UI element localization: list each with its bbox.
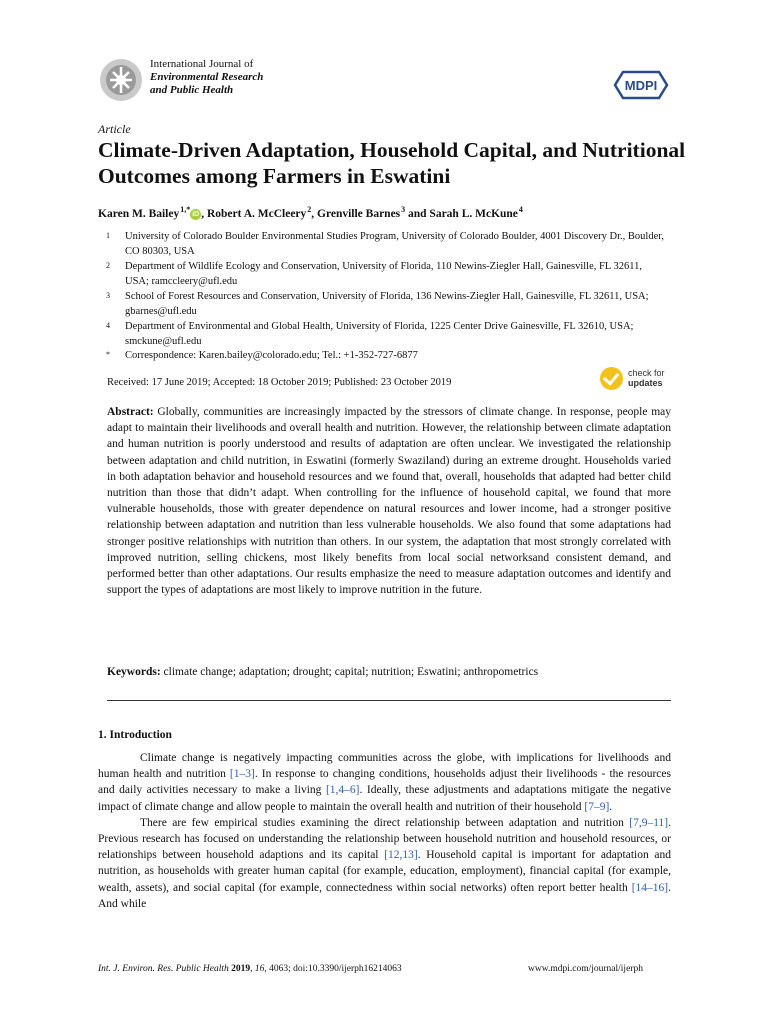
author-sup: 1,* bbox=[180, 205, 191, 214]
author-name[interactable]: Grenville Barnes bbox=[317, 207, 401, 220]
citation-link[interactable]: [14–16] bbox=[631, 881, 669, 894]
footer-volume: 16 bbox=[254, 964, 265, 974]
abstract-label: Abstract: bbox=[107, 406, 154, 418]
footer-doi: , 4063; doi:10.3390/ijerph16214063 bbox=[264, 964, 402, 974]
author-sep: , bbox=[311, 207, 317, 220]
author-sup: 2 bbox=[307, 205, 312, 214]
check-updates-icon bbox=[600, 367, 623, 390]
section-title: 1. Introduction bbox=[98, 729, 172, 741]
abstract-text: Globally, communities are increasingly impacted by the stressors of climate change. In response, people may adapt to maintain their livelihoods and overall health and nutrition. However, the relationship between climate adaptation and human nutrition is poorly understood and results of adaptation are often unclear. We investigated the relationship between adaptation and child nutrition, in Eswatini (formerly Swaziland) during an extreme drought. Households varied in both adaptation behavior and household resources and we found that, overall, households that adapted had better child nutrition than those that didn’t adapt. When controlling for the influence of household capital, we found that more vulnerable households, those with greater dependence on natural resources and lower income, had a stronger positive relationship between adaptation and nutrition than less vulnerable households. We also found that some adaptations had stronger positive relationships with nutrition than others. In our system, the adaptation that most strongly correlated with improved nutrition, selling chickens, most likely benefits from local social networksand consistent demand, and performed better than other adaptations. Our results emphasize the need to measure adaptation outcomes and identify and support the types of adaptations are most likely to improve nutrition in the future. bbox=[107, 406, 672, 597]
keywords-text: climate change; adaptation; drought; capital; nutrition; Eswatini; anthropometrics bbox=[163, 666, 539, 678]
intro-text: . bbox=[609, 800, 613, 813]
keywords-label: Keywords: bbox=[107, 666, 161, 678]
affiliation-num: * bbox=[106, 350, 110, 359]
affiliation-num: 1 bbox=[106, 231, 110, 240]
citation-link[interactable]: [1–3] bbox=[229, 768, 255, 781]
affiliation-num: 3 bbox=[106, 291, 110, 300]
journal-emblem-icon bbox=[98, 57, 144, 103]
journal-line-1: International Journal of bbox=[150, 58, 254, 70]
affiliation-text: Department of Environmental and Global Health, University of Florida, 1225 Center Drive Gainesville, FL 32610, USA; smckune@ufl.edu bbox=[125, 321, 634, 347]
author-sup: 4 bbox=[518, 205, 523, 214]
intro-text: There are few empirical studies examining the direct relationship between adaptation and nutrition bbox=[140, 816, 630, 829]
affiliation-text: University of Colorado Boulder Environmental Studies Program, University of Colorado Boulder, 4001 Discovery Dr., Boulder, CO 80303, USA bbox=[125, 231, 664, 257]
author-name[interactable]: Karen M. Bailey bbox=[98, 207, 180, 220]
affiliation-text: Correspondence: Karen.bailey@colorado.edu; Tel.: +1-352-727-6877 bbox=[125, 350, 418, 361]
intro-text: . Previous research has focused on understanding the relationship between household nutrition and household resources, or relationships between household adaptions and its capital bbox=[98, 816, 671, 862]
citation-link[interactable]: [7,9–11] bbox=[629, 816, 669, 829]
affiliation-text: School of Forest Resources and Conservation, University of Florida, 136 Newins-Ziegler Hall, Gainesville, FL 32611, USA; gbarnes@ufl.edu bbox=[125, 291, 649, 317]
orcid-icon[interactable]: iD bbox=[192, 210, 200, 218]
citation-link[interactable]: [12,13] bbox=[384, 849, 418, 862]
intro-text: . Household capital is important for adaptation and nutrition, as households with greater human capital (for example, education, employment), financial capital (for example, wealth, assets), and social capital (for example, connectedness within social networks) often report better health bbox=[98, 849, 671, 894]
footer-journal: Int. J. Environ. Res. Public Health bbox=[98, 964, 229, 974]
intro-paragraph-1 bbox=[98, 750, 671, 815]
intro-text: . And while bbox=[98, 881, 671, 910]
citation-link[interactable]: [1,4–6] bbox=[325, 784, 360, 797]
author-name[interactable]: Sarah L. McKune bbox=[429, 207, 518, 220]
check-updates-button[interactable] bbox=[600, 367, 680, 391]
mdpi-logo-text: MDPI bbox=[624, 78, 658, 93]
check-updates-label-2: updates bbox=[628, 378, 663, 388]
intro-text: Climate change is negatively impacting communities across the globe, with implications for livelihoods and human health and nutrition bbox=[98, 752, 671, 781]
affiliation-num: 2 bbox=[106, 261, 110, 270]
citation-link[interactable]: [7–9] bbox=[584, 800, 610, 813]
footer-url[interactable]: www.mdpi.com/journal/ijerph bbox=[528, 964, 643, 974]
affiliation-num: 4 bbox=[106, 321, 110, 330]
intro-text: . In response to changing conditions, households adjust their livelihoods - the resources and daily activities necessary to make a living bbox=[98, 768, 671, 797]
author-sep: , bbox=[201, 207, 207, 220]
author-list bbox=[98, 205, 523, 220]
intro-paragraph-2 bbox=[98, 815, 671, 912]
author-and: and bbox=[405, 207, 430, 220]
article-title: Climate-Driven Adaptation, Household Capital, and Nutritional Outcomes among Farmers in Eswatini bbox=[98, 138, 686, 188]
author-name[interactable]: Robert A. McCleery bbox=[206, 207, 307, 220]
journal-line-2: Environmental Research bbox=[150, 71, 264, 83]
intro-body bbox=[98, 750, 671, 912]
intro-text: . Ideally, these adjustments and adaptations mitigate the negative impact of climate change and allow people to maintain the overall health and nutrition of their household bbox=[98, 784, 671, 813]
affiliation-text: Department of Wildlife Ecology and Conservation, University of Florida, 110 Newins-Ziegler Hall, Gainesville, FL 32611, USA; ramccleery@ufl.edu bbox=[125, 261, 642, 287]
keywords bbox=[107, 666, 671, 678]
footer-year: 2019 bbox=[231, 964, 251, 974]
publication-dates: Received: 17 June 2019; Accepted: 18 October 2019; Published: 23 October 2019 bbox=[107, 377, 452, 388]
abstract bbox=[107, 404, 671, 598]
mdpi-logo[interactable] bbox=[613, 70, 669, 100]
author-sup: 3 bbox=[401, 205, 406, 214]
check-updates-label-1: check for bbox=[628, 368, 665, 378]
article-type: Article bbox=[98, 122, 131, 136]
journal-name bbox=[150, 58, 263, 97]
divider bbox=[107, 700, 671, 701]
footer-citation: Int. J. Environ. Res. Public Health 2019, 16, 4063; doi:10.3390/ijerph16214063 bbox=[98, 964, 402, 974]
journal-line-3: and Public Health bbox=[150, 84, 234, 96]
